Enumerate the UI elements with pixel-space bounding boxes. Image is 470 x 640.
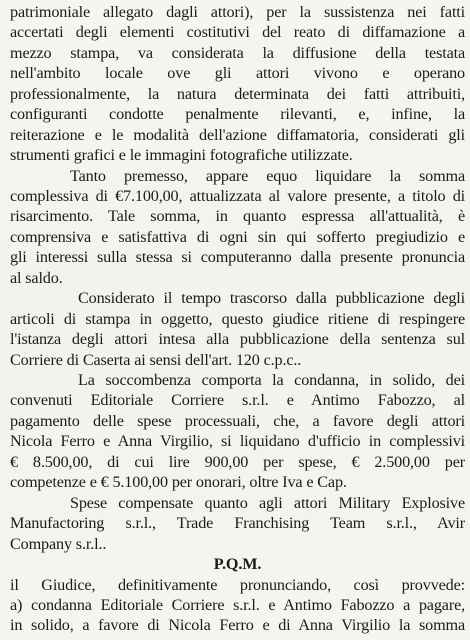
- text-line: Considerato il tempo trascorso dalla pubblicazione degli: [78, 289, 465, 308]
- text-line: articoli di stampa in oggetto, questo giudice ritiene di respingere: [10, 309, 465, 328]
- text-line: il Giudice, definitivamente pronunciando, così provvede:: [10, 575, 465, 594]
- text-line: patrimoniale allegato dagli attori), per la sussistenza nei fatti: [10, 3, 465, 21]
- text-line: strumenti grafici e le immagini fotografiche utilizzate.: [10, 146, 353, 165]
- text-line: professionalmente, la natura determinata dei fatti attribuiti,: [10, 84, 465, 103]
- text-line: al saldo.: [10, 268, 63, 287]
- text-line: Company s.r.l..: [10, 534, 107, 553]
- text-line: Tanto premesso, appare equo liquidare la somma: [70, 166, 465, 185]
- text-line: reiterazione e le modalità dell'azione diffamatoria, considerati gli: [10, 125, 465, 144]
- text-line: competenze e € 5.100,00 per onorari, oltre Iva e Cap.: [10, 473, 347, 492]
- section-heading: P.Q.M.: [213, 555, 262, 574]
- text-line: Spese compensate quanto agli attori Military Explosive: [70, 493, 465, 512]
- text-line: comprensiva e satisfattiva di ogni sin qui sofferto pregiudizio e: [10, 227, 465, 246]
- text-line: Corriere di Caserta ai sensi dell'art. 120 c.p.c..: [10, 350, 302, 369]
- text-line: a) condanna Editoriale Corriere s.r.l. e Antimo Fabozzo a pagare,: [10, 595, 465, 614]
- text-line: complessiva di €7.100,00, attualizzata al valore presente, a titolo di: [10, 187, 465, 206]
- text-line: € 8.500,00, di cui lire 900,00 per spese, € 2.500,00 per: [10, 452, 465, 471]
- text-line: Manufactoring s.r.l., Trade Franchising Team s.r.l., Avir: [10, 514, 465, 533]
- text-line: nell'ambito locale ove gli attori vivono e operano: [10, 64, 465, 83]
- text-line: in solido, a favore di Nicola Ferro e di Anna Virgilio la somma: [10, 616, 465, 635]
- text-line: Nicola Ferro e Anna Virgilio, si liquidano d'ufficio in complessivi: [10, 432, 465, 451]
- text-line: l'istanza degli attori intesa alla pubblicazione della sentenza sul: [10, 330, 465, 349]
- text-line: pagamento delle spese processuali, che, a favore degli attori: [10, 411, 465, 430]
- text-line: gli interessi sulla stessa si computeranno dalla presente pronuncia: [10, 248, 465, 267]
- text-line: La soccombenza comporta la condanna, in solido, dei: [78, 371, 465, 390]
- text-line: mezzo stampa, va considerata la diffusione della testata: [10, 43, 465, 62]
- text-line: configuranti condotte penalmente rilevanti, e, infine, la: [10, 105, 465, 124]
- text-line: convenuti Editoriale Corriere s.r.l. e Antimo Fabozzo, al: [10, 391, 465, 410]
- text-line: risarcimento. Tale somma, in quanto espressa all'attualità, è: [10, 207, 465, 226]
- text-line: accertati degli elementi costitutivi del reato di diffamazione a: [10, 23, 465, 42]
